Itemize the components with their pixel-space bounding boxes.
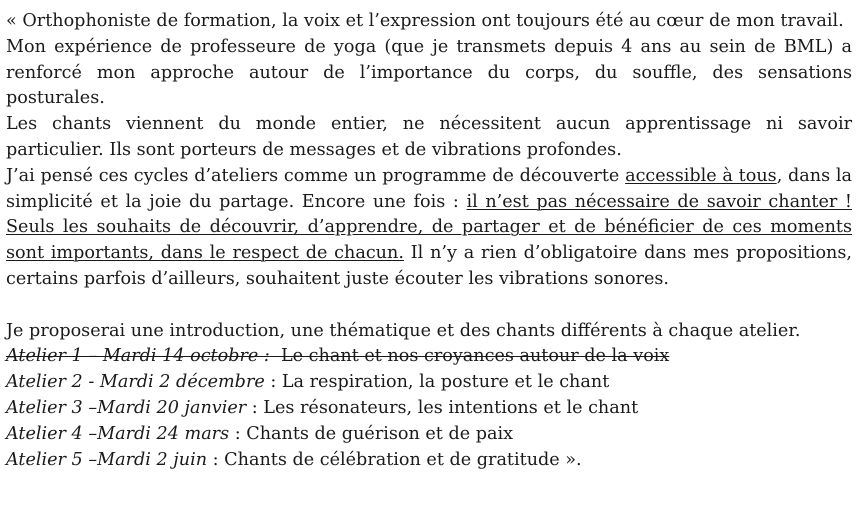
blank-line bbox=[6, 293, 852, 319]
atelier-4-line bbox=[6, 422, 852, 448]
intro-line: Je proposerai une introduction, une thématique et des chants différents à chaque atelier. bbox=[6, 320, 801, 341]
paragraph-yoga-experience: Mon expérience de professeure de yoga (que je transmets depuis 4 ans au sein de BML) a renforcé mon approche autour de l’importance du corps, du souffle, des sensations posturales. bbox=[6, 36, 852, 109]
underlined-accessible: accessible à tous bbox=[625, 165, 777, 186]
atelier-3-line bbox=[6, 396, 852, 422]
atelier-theme: : Les résonateurs, les intentions et le chant bbox=[246, 397, 639, 418]
paragraph-text: J’ai pensé ces cycles d’ateliers comme un programme de découverte bbox=[6, 165, 626, 186]
atelier-label: Atelier 1 – Mardi 14 octobre : bbox=[6, 346, 270, 367]
paragraph-training: « Orthophoniste de formation, la voix et l’expression ont toujours été au cœur de mon travail. bbox=[6, 11, 844, 31]
atelier-theme: : Chants de célébration et de gratitude ». bbox=[207, 449, 582, 470]
atelier-label: Atelier 5 –Mardi 2 juin bbox=[6, 449, 208, 470]
paragraph-text: Il n’y a rien d’obligatoire dans mes propositions, certains parfois d’ailleurs, souhaitent juste écouter les vibrations sonores. bbox=[6, 243, 852, 289]
document-text bbox=[6, 9, 852, 473]
atelier-label: Atelier 4 –Mardi 24 mars bbox=[6, 423, 230, 444]
underlined-no-need-to-sing: il n’est pas nécessaire de savoir chanter ! Seuls les souhaits de découvrir, d’apprendre, de partager et de bénéficier de ces moments sont importants, dans le respect de chacun. bbox=[6, 191, 852, 264]
atelier-theme: : La respiration, la posture et le chant bbox=[264, 372, 610, 393]
atelier-label: Atelier 2 - Mardi 2 décembre bbox=[6, 372, 265, 393]
atelier-label: Atelier 3 –Mardi 20 janvier bbox=[6, 397, 247, 418]
paragraph-songs: Les chants viennent du monde entier, ne nécessitent aucun apprentissage ni savoir particulier. Ils sont porteurs de messages et de vibrations profondes. bbox=[6, 114, 852, 160]
atelier-5-line bbox=[6, 448, 852, 474]
atelier-theme: Le chant et nos croyances autour de la voix bbox=[269, 346, 670, 367]
atelier-theme: : Chants de guérison et de paix bbox=[229, 423, 514, 444]
paragraph-workshop-cycles bbox=[6, 164, 852, 293]
atelier-2-line bbox=[6, 370, 852, 396]
atelier-1-line bbox=[6, 344, 852, 370]
paragraph-text: , dans la simplicité et la joie du partage. Encore une fois : bbox=[6, 165, 852, 212]
